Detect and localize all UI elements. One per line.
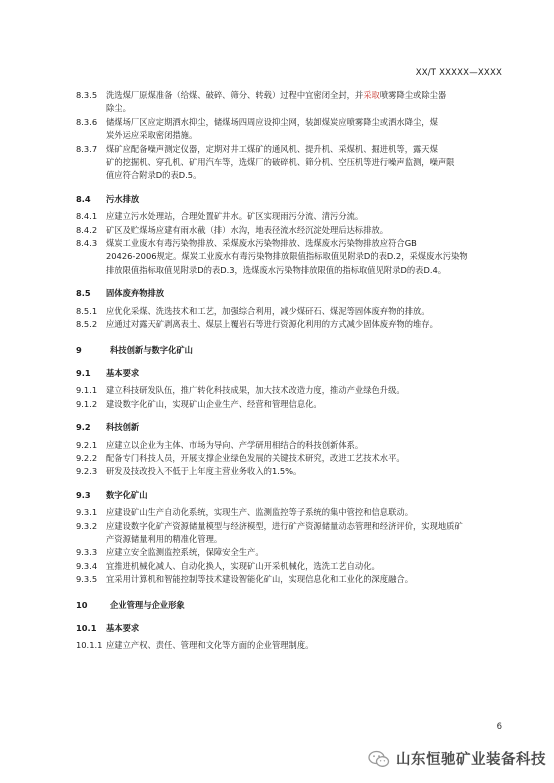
clause-first-line (76, 210, 484, 223)
watermark-text: 山东恒驰矿业装备科技 (396, 752, 546, 768)
clause-number: 8.4.3 (76, 238, 98, 249)
clause-text (106, 465, 484, 478)
section-number: 9 (76, 344, 82, 355)
section-heading (76, 287, 484, 300)
clause-number: 9.2.2 (76, 452, 98, 463)
section-number: 9.1 (76, 367, 91, 378)
clause-text (106, 398, 484, 411)
clause-continuation-line (76, 533, 484, 546)
clause-first-line (76, 452, 484, 465)
clause-text (106, 116, 484, 129)
clause-text (106, 452, 484, 465)
clause-continuation-line (76, 156, 484, 169)
text-run: 除尘。 (106, 103, 131, 114)
clause-text (106, 143, 484, 156)
clause (76, 639, 484, 652)
clause-number: 8.3.6 (76, 116, 98, 127)
clause-text (106, 130, 197, 140)
clause-first-line (76, 520, 484, 533)
clause-number: 9.1.1 (76, 385, 98, 396)
clause-number: 10.1.1 (76, 640, 103, 651)
clause (76, 573, 484, 586)
clause-first-line (76, 439, 484, 452)
clause (76, 318, 484, 331)
clause-text (106, 224, 484, 237)
text-run: 应建设矿山生产自动化系统，实现生产、监测监控等子系统的集中管控和信息联动。 (106, 507, 413, 518)
clause-text (106, 534, 222, 544)
clause (76, 384, 484, 397)
text-run: 喷雾降尘或除尘器 (379, 90, 447, 100)
section-title: 科技创新与数字化矿山 (110, 344, 193, 355)
clause (76, 305, 484, 318)
clause-first-line (76, 639, 484, 652)
text-run: 炭外运应采取密闭措施。 (106, 130, 198, 141)
clause-text (106, 384, 484, 397)
section-title: 科技创新 (106, 422, 140, 433)
clause-first-line (76, 573, 484, 586)
clause-first-line (76, 318, 484, 331)
clause (76, 116, 484, 143)
clause-text (106, 237, 484, 250)
section-heading (76, 367, 484, 380)
clause-number: 9.3.1 (76, 507, 98, 518)
text-run: 矿的挖掘机、穿孔机、矿用汽车等，选煤厂的破碎机、筛分机、空压机等进行噪声监测，噪声限 (106, 157, 455, 168)
clause (76, 439, 484, 452)
text-run: 建设数字化矿山，实现矿山企业生产、经营和管理信息化。 (106, 398, 322, 409)
text-run: 排放限值指标取值见附录D的表D.3，选煤废水污染物排放限值的指标取值见附录D的表D.4。 (106, 264, 447, 275)
text-run: 宜推进机械化减人、自动化换人，实现矿山开采机械化，选洗工艺自动化。 (106, 560, 380, 571)
clause-text (106, 639, 484, 652)
clause-first-line (76, 89, 484, 102)
clause (76, 89, 484, 116)
clause-continuation-line (76, 169, 484, 182)
section-title: 数字化矿山 (106, 489, 148, 500)
clause-text (106, 103, 131, 113)
clause-first-line (76, 237, 484, 250)
clause-first-line (76, 560, 484, 573)
clause-number: 9.3.4 (76, 560, 98, 571)
clause (76, 520, 484, 547)
watermark (368, 748, 546, 769)
text-run: 储煤场厂区应定期洒水抑尘，储煤场四周应设抑尘网，装卸煤炭应喷雾降尘或洒水降尘，煤 (106, 116, 438, 127)
clause-first-line (76, 546, 484, 559)
text-run: 应优化采煤、洗选技术和工艺，加强综合利用，减少煤矸石、煤泥等固体废弃物的排放。 (106, 305, 430, 316)
clause-continuation-line (76, 264, 484, 277)
section-heading (76, 489, 484, 502)
highlighted-text: 采取 (363, 90, 380, 100)
clause-text (106, 170, 201, 180)
clause-first-line (76, 506, 484, 519)
text-run: 产资源储量利用的精准化管理。 (106, 533, 223, 544)
clause (76, 560, 484, 573)
clause-first-line (76, 398, 484, 411)
section-heading (76, 421, 484, 434)
section-heading (76, 344, 484, 357)
clause-continuation-line (76, 102, 484, 115)
text-run: 值应符合附录D的表D.5。 (106, 170, 202, 181)
clause-number: 9.3.5 (76, 574, 98, 585)
clause-text (106, 251, 468, 261)
clause-number: 8.3.5 (76, 90, 98, 100)
clause-first-line (76, 384, 484, 397)
clause-text (106, 265, 446, 275)
clause-first-line (76, 224, 484, 237)
clause-first-line (76, 305, 484, 318)
clause-text (106, 305, 484, 318)
text-run: 应建立以企业为主体、市场为导向、产学研用相结合的科技创新体系。 (106, 439, 364, 450)
clause-continuation-line (76, 250, 484, 263)
text-run: 应建立污水处理站，合理处置矿井水。矿区实现雨污分流、清污分流。 (106, 211, 364, 222)
text-run: 应通过对露天矿剥离表土、煤层上覆岩石等进行资源化利用的方式减少固体废弃物的堆存。 (106, 319, 438, 330)
section-number: 10 (76, 599, 88, 610)
section-heading (76, 193, 484, 206)
document-body (76, 89, 484, 653)
clause-text (106, 560, 484, 573)
clause-continuation-line (76, 129, 484, 142)
clause (76, 237, 484, 277)
section-title: 固体废弃物排放 (106, 288, 165, 299)
clause-text (106, 210, 484, 223)
clause-number: 9.2.1 (76, 439, 98, 450)
clause (76, 546, 484, 559)
document-code: XX/T XXXXX—XXXX (415, 68, 502, 78)
text-run: 洗选煤厂原煤准备（给煤、破碎、筛分、转载）过程中宜密闭全封，并 (106, 90, 364, 100)
clause-number: 8.3.7 (76, 143, 98, 154)
section-number: 8.5 (76, 288, 91, 299)
clause (76, 224, 484, 237)
section-heading (76, 622, 484, 635)
clause-first-line (76, 116, 484, 129)
clause-text (106, 520, 484, 533)
clause-text (106, 439, 484, 452)
clause-text (106, 573, 484, 586)
text-run: 矿区及贮煤场应建有雨水截（排）水沟，地表径流水经沉淀处理后达标排放。 (106, 224, 389, 235)
section-title: 基本要求 (106, 623, 140, 633)
clause-number: 9.3.2 (76, 520, 98, 531)
text-run: 20426-2006规定。煤炭工业废水有毒污染物排放限值指标取值见附录D的表D.2，采煤废水污染物 (106, 251, 468, 262)
clause-text (106, 506, 484, 519)
clause-number: 9.1.2 (76, 398, 98, 409)
page-number: 6 (496, 722, 502, 732)
clause (76, 465, 484, 478)
text-run: 宜采用计算机和智能控制等技术建设智能化矿山，实现信息化和工业化的深度融合。 (106, 574, 413, 585)
section-title: 基本要求 (106, 367, 140, 378)
clause-number: 9.3.3 (76, 547, 98, 558)
clause (76, 506, 484, 519)
section-number: 9.3 (76, 489, 91, 500)
text-run: 应建设数字化矿产资源储量模型与经济模型，进行矿产资源储量动态管理和经济评价，实现地质矿 (106, 520, 463, 531)
text-run: 应建立安全监测监控系统，保障安全生产。 (106, 547, 264, 558)
clause (76, 210, 484, 223)
text-run: 煤矿应配备噪声测定仪器，定期对井工煤矿的通风机、提升机、采煤机、掘进机等，露天煤 (106, 143, 438, 154)
clause (76, 398, 484, 411)
clause (76, 452, 484, 465)
section-title: 污水排放 (106, 193, 140, 204)
text-run: 配备专门科技人员，开展支撑企业绿色发展的关键技术研究，改进工艺技术水平。 (106, 452, 405, 463)
clause-text (106, 89, 484, 102)
clause-number: 8.4.1 (76, 211, 98, 222)
section-number: 10.1 (76, 623, 97, 633)
text-run: 应建立产权、责任、管理和文化等方面的企业管理制度。 (106, 640, 314, 651)
section-number: 9.2 (76, 422, 91, 433)
section-heading (76, 599, 484, 612)
clause-number: 8.5.2 (76, 319, 98, 330)
text-run: 煤炭工业废水有毒污染物排放、采煤废水污染物排放、选煤废水污染物排放应符合GB (106, 238, 417, 249)
clause-text (106, 546, 484, 559)
clause-first-line (76, 465, 484, 478)
clause-number: 8.5.1 (76, 305, 98, 316)
clause (76, 143, 484, 183)
text-run: 建立科技研发队伍，推广转化科技成果，加大技术改造力度，推动产业绿色升级。 (106, 385, 405, 396)
clause-text (106, 157, 454, 167)
clause-number: 8.4.2 (76, 224, 98, 235)
clause-text (106, 318, 484, 331)
clause-number: 9.2.3 (76, 466, 98, 477)
clause-first-line (76, 143, 484, 156)
wechat-icon (368, 750, 390, 768)
section-title: 企业管理与企业形象 (110, 599, 185, 610)
section-number: 8.4 (76, 193, 91, 204)
text-run: 研发及技改投入不低于上年度主营业务收入的1.5%。 (106, 466, 302, 477)
